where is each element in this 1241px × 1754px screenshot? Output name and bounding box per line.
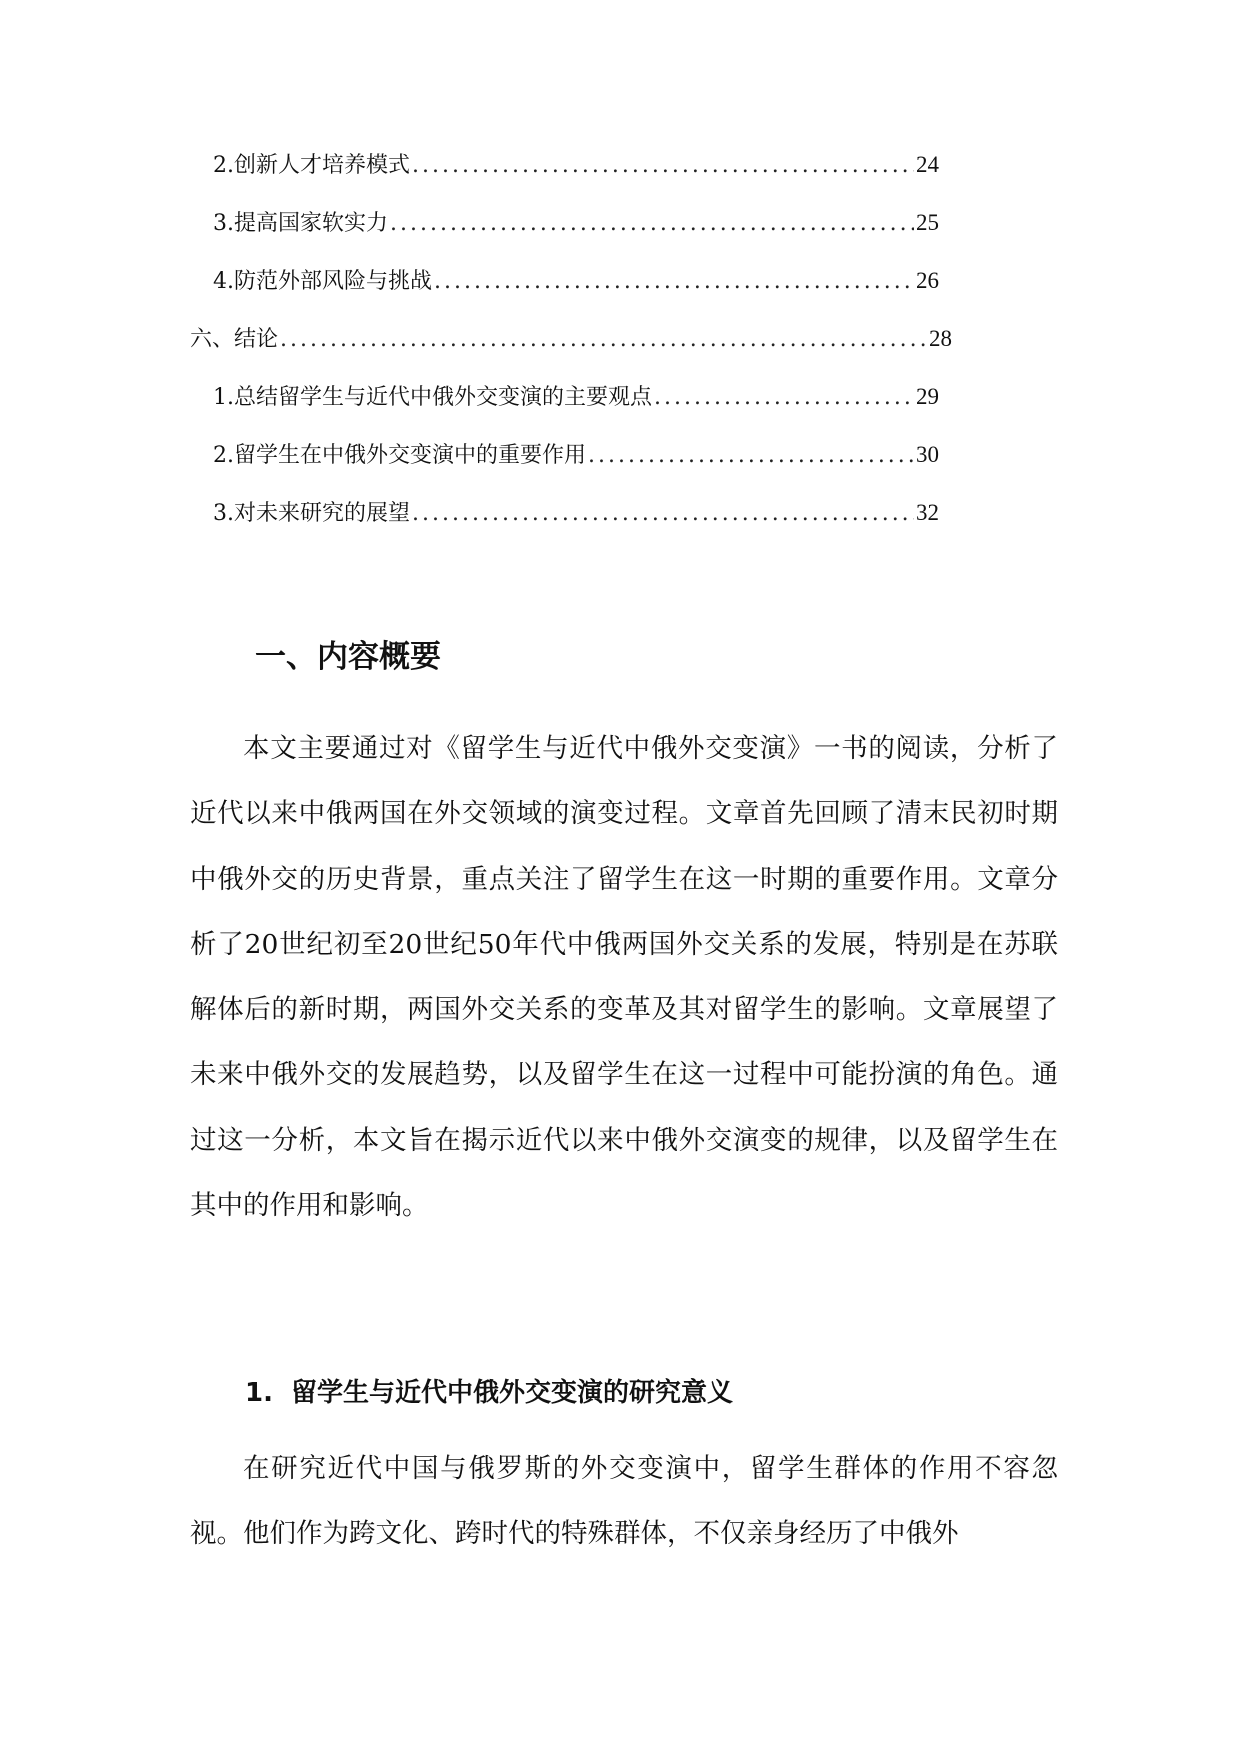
toc-entry-title: 创新人才培养模式 <box>234 153 411 178</box>
toc-entry-page: 32 <box>916 500 939 525</box>
toc-entry-title: 总结留学生与近代中俄外交变演的主要观点 <box>234 385 653 410</box>
toc-entry-number: 1. <box>213 385 234 410</box>
toc-entry-title: 防范外部风险与挑战 <box>234 269 433 294</box>
toc-entry-number: 3. <box>213 501 234 526</box>
toc-entry-page: 26 <box>916 268 939 293</box>
toc-entry-number: 2. <box>213 443 234 468</box>
section-paragraph: 本文主要通过对《留学生与近代中俄外交变演》一书的阅读，分析了近代以来中俄两国在外交领域的演变过程。文章首先回顾了清末民初时期中俄外交的历史背景，重点关注了留学生在这一时期的重要作用。文章分析了20世纪初至20世纪50年代中俄两国外交关系的发展，特别是在苏联解体后的新时期，两国外交关系的变革及其对留学生的影响。文章展望了未来中俄外交的发展趋势，以及留学生在这一过程中可能扮演的角色。通过这一分析，本文旨在揭示近代以来中俄外交演变的规律，以及留学生在其中的作用和影响。 <box>190 733 1058 1222</box>
toc-entry-page: 30 <box>916 442 939 467</box>
toc-entry[interactable] <box>190 324 952 355</box>
toc-entry[interactable] <box>213 440 939 471</box>
subsection-paragraph: 在研究近代中国与俄罗斯的外交变演中，留学生群体的作用不容忽视。他们作为跨文化、跨时代的特殊群体，不仅亲身经历了中俄外 <box>190 1453 1058 1550</box>
toc-dot-leader <box>588 441 914 471</box>
toc-entry-title: 对未来研究的展望 <box>234 501 411 526</box>
toc-entry-number: 4. <box>213 269 234 294</box>
toc-entry[interactable] <box>213 266 939 297</box>
toc-entry-title: 六、结论 <box>190 327 279 352</box>
toc-entry-title: 留学生在中俄外交变演中的重要作用 <box>234 443 587 468</box>
toc-entry[interactable] <box>213 150 939 181</box>
toc-dot-leader <box>412 499 914 529</box>
subsection-heading <box>245 1375 733 1411</box>
toc-entry-title: 提高国家软实力 <box>234 211 389 236</box>
toc-entry-number: 2. <box>213 153 234 178</box>
subsection-number: 1. <box>245 1378 273 1408</box>
toc-entry-page: 28 <box>929 326 952 351</box>
section-heading: 一、内容概要 <box>255 639 441 675</box>
toc-entry-page: 29 <box>916 384 939 409</box>
toc-entry-number: 3. <box>213 211 234 236</box>
toc-dot-leader <box>654 383 914 413</box>
toc-dot-leader <box>412 151 914 181</box>
toc-entry[interactable] <box>213 382 939 413</box>
toc-dot-leader <box>280 325 927 355</box>
subsection-title: 留学生与近代中俄外交变演的研究意义 <box>291 1378 734 1408</box>
toc-entry-page: 25 <box>916 210 939 235</box>
toc-entry[interactable] <box>213 208 939 239</box>
toc-dot-leader <box>434 267 914 297</box>
toc-entry-page: 24 <box>916 152 939 177</box>
toc-dot-leader <box>390 209 914 239</box>
toc-entry[interactable] <box>213 498 939 529</box>
